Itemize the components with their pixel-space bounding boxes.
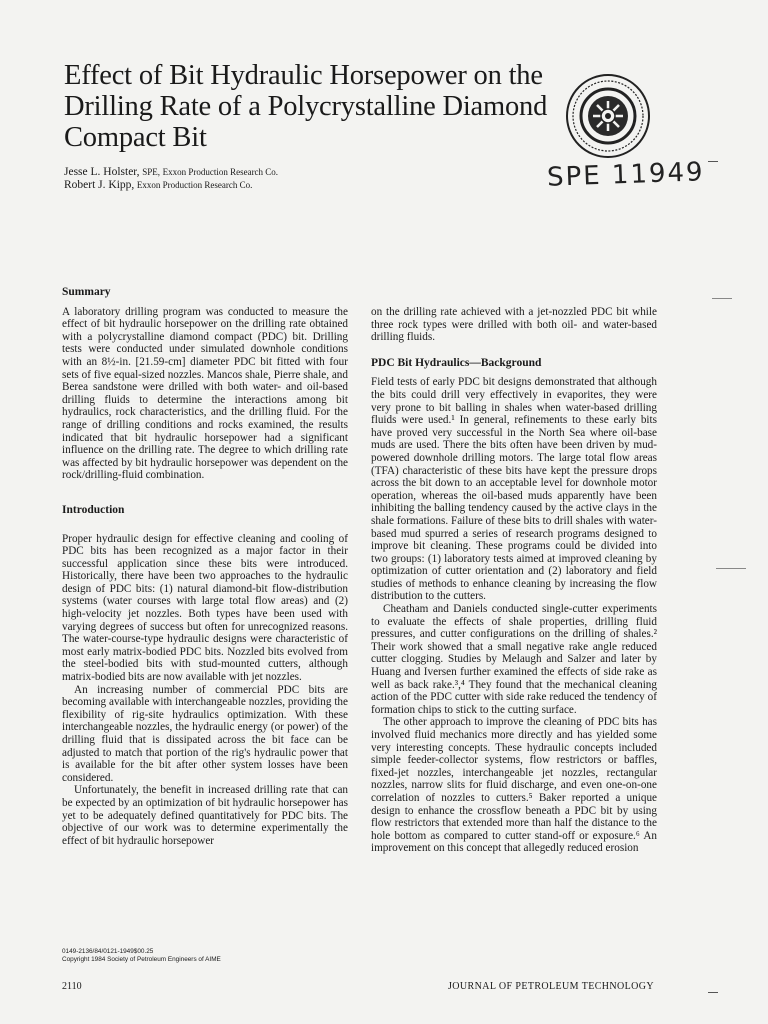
background-paragraph-1: Field tests of early PDC bit designs demonstrated that although the bits could drill very effectively in evaporites, they were very prone to bit balling in shales when water-based drilling fluids were used.¹ In general, refinements to these early bits have proved very successful in the North Sea where oil-base muds are used. There the bits often have been driven by mud-powered downhole drilling motors. The large total flow areas (TFA) characteristic of these bits have kept the pressure drops across the bit down to an acceptable level for downhole motor operation, whereas the oil-based muds apparently have been inhibiting the balling tendency caused by the active clays in the shale formations. Failure of these bits to drill shales with water-based mud spurred a series of research programs designed to improve bit cleaning. These programs could be divided into two groups: (1) laboratory tests aimed at improved cleaning by optimization of cutter orientation and (2) laboratory and field studies of methods to enhance cleaning by increasing the flow distribution to the cutters. [371, 376, 657, 603]
author-name: Robert J. Kipp, [64, 179, 135, 191]
scan-mark [712, 298, 732, 299]
summary-paragraph: A laboratory drilling program was conducted to measure the effect of bit hydraulic horsepower on the drilling rate obtained with a polycrystalline diamond compact (PDC) bit. Drilling tests were conducted under simulated downhole conditions with an 8½-in. [21.59-cm] diameter PDC bit fitted with four sets of five equal-sized nozzles. Mancos shale, Pierre shale, and Berea sandstone were drilled with both water- and oil-based drilling fluids to determine the interactions among bit hydraulics, rock characteristics, and the drilling fluid. For the range of drilling conditions and rocks examined, the results indicated that bit hydraulic horsepower had a significant influence on the drilling rate. The degree to which drilling rate was affected by bit hydraulic horsepower was dependent on the rock/drilling-fluid combination. [62, 305, 348, 482]
background-paragraph-3: The other approach to improve the cleaning of PDC bits has involved fluid mechanics more directly and has yielded some very interesting concepts. These hydraulic concepts included simple feeder-collector systems, flow restrictors or baffles, fixed-jet nozzles, interchangeable jet nozzles, rectangular nozzles, narrow slits for fluid discharge, and even one-on-one correlation of nozzles to cutters.⁵ Baker reported a unique design to enhance the crossflow beneath a PDC bit by using flow restrictors that extended more than half the distance to the hole bottom as compared to cutter stand-off or exposure.⁶ An improvement on this concept that allegedly reduced erosion [371, 716, 657, 855]
author-block [64, 166, 484, 192]
left-column [62, 286, 348, 847]
continued-paragraph: on the drilling rate achieved with a jet-nozzled PDC bit while three rock types were drilled with both oil- and water-based drilling fluids. [371, 306, 657, 344]
author-line-1 [64, 166, 484, 179]
spe-seal-logo [565, 73, 651, 159]
author-affiliation: Exxon Production Research Co. [136, 180, 253, 190]
author-line-2 [64, 179, 484, 192]
page-number: 2110 [62, 981, 82, 992]
author-affiliation: Exxon Production Research Co. [162, 167, 279, 177]
copyright-line: Copyright 1984 Society of Petroleum Engineers of AIME [62, 956, 221, 963]
introduction-heading: Introduction [62, 503, 125, 516]
introduction-paragraph-1: Proper hydraulic design for effective cleaning and cooling of PDC bits has been recognized as a major factor in their successful application since these bits were introduced. Historically, there have been two approaches to the hydraulic design of PDC bits: (1) natural diamond-bit flow-distribution systems (water courses with large total flow areas) and (2) high-velocity jet nozzles. Both types have been used with varying degrees of success but often for unrecognized reasons. The water-course-type hydraulic designs were characteristic of most early matrix-bodied PDC bits. Nozzled bits evolved from the steel-bodied bits with stud-mounted cutters, although matrix-bodied bits are now available with jet nozzles. [62, 532, 348, 684]
copyright-notice [62, 948, 352, 964]
article-code: 0149-2136/84/0121-1949$00.25 [62, 948, 154, 955]
scan-mark [708, 992, 718, 993]
introduction-paragraph-3: Unfortunately, the benefit in increased drilling rate that can be expected by an optimization of bit hydraulic horsepower has yet to be adequately defined quantitatively for PDC bits. The objective of our work was to determine experimentally the effect of bit hydraulic horsepower [62, 784, 348, 847]
background-heading: PDC Bit Hydraulics—Background [371, 356, 542, 369]
scan-mark [716, 568, 746, 569]
right-column [371, 306, 657, 855]
summary-heading: Summary [62, 286, 111, 298]
handwritten-paper-number: SPE 11949 [546, 157, 706, 193]
paper-title: Effect of Bit Hydraulic Horsepower on the Drilling Rate of a Polycrystalline Diamond Compact Bit [64, 60, 548, 153]
author-name: Jesse L. Holster, [64, 166, 140, 178]
journal-name: JOURNAL OF PETROLEUM TECHNOLOGY [448, 981, 655, 992]
background-paragraph-2: Cheatham and Daniels conducted single-cutter experiments to evaluate the effects of shale properties, drilling fluid pressures, and cutter configurations on the drilling of shales.² Their work showed that a small negative rake angle reduced cutter clogging. Studies by Melaugh and Salzer and later by Huang and Iversen further examined the effects of side rake as well as back rake.³,⁴ They found that the mechanical cleaning action of the PDC cutter with side rake reduced the tendency of formation chips to stick to the cutting surface. [371, 603, 657, 716]
introduction-paragraph-2: An increasing number of commercial PDC bits are becoming available with interchangeable nozzles, providing the flexibility of rig-site hydraulics optimization. With these interchangeable nozzles, the hydraulic energy (or power) of the drilling fluid that is dissipated across the bit face can be adjusted to match that portion of the rig's hydraulic power that is available for the bit after other system losses have been considered. [62, 683, 348, 784]
author-society: SPE, [142, 167, 160, 177]
scan-mark [708, 161, 718, 162]
